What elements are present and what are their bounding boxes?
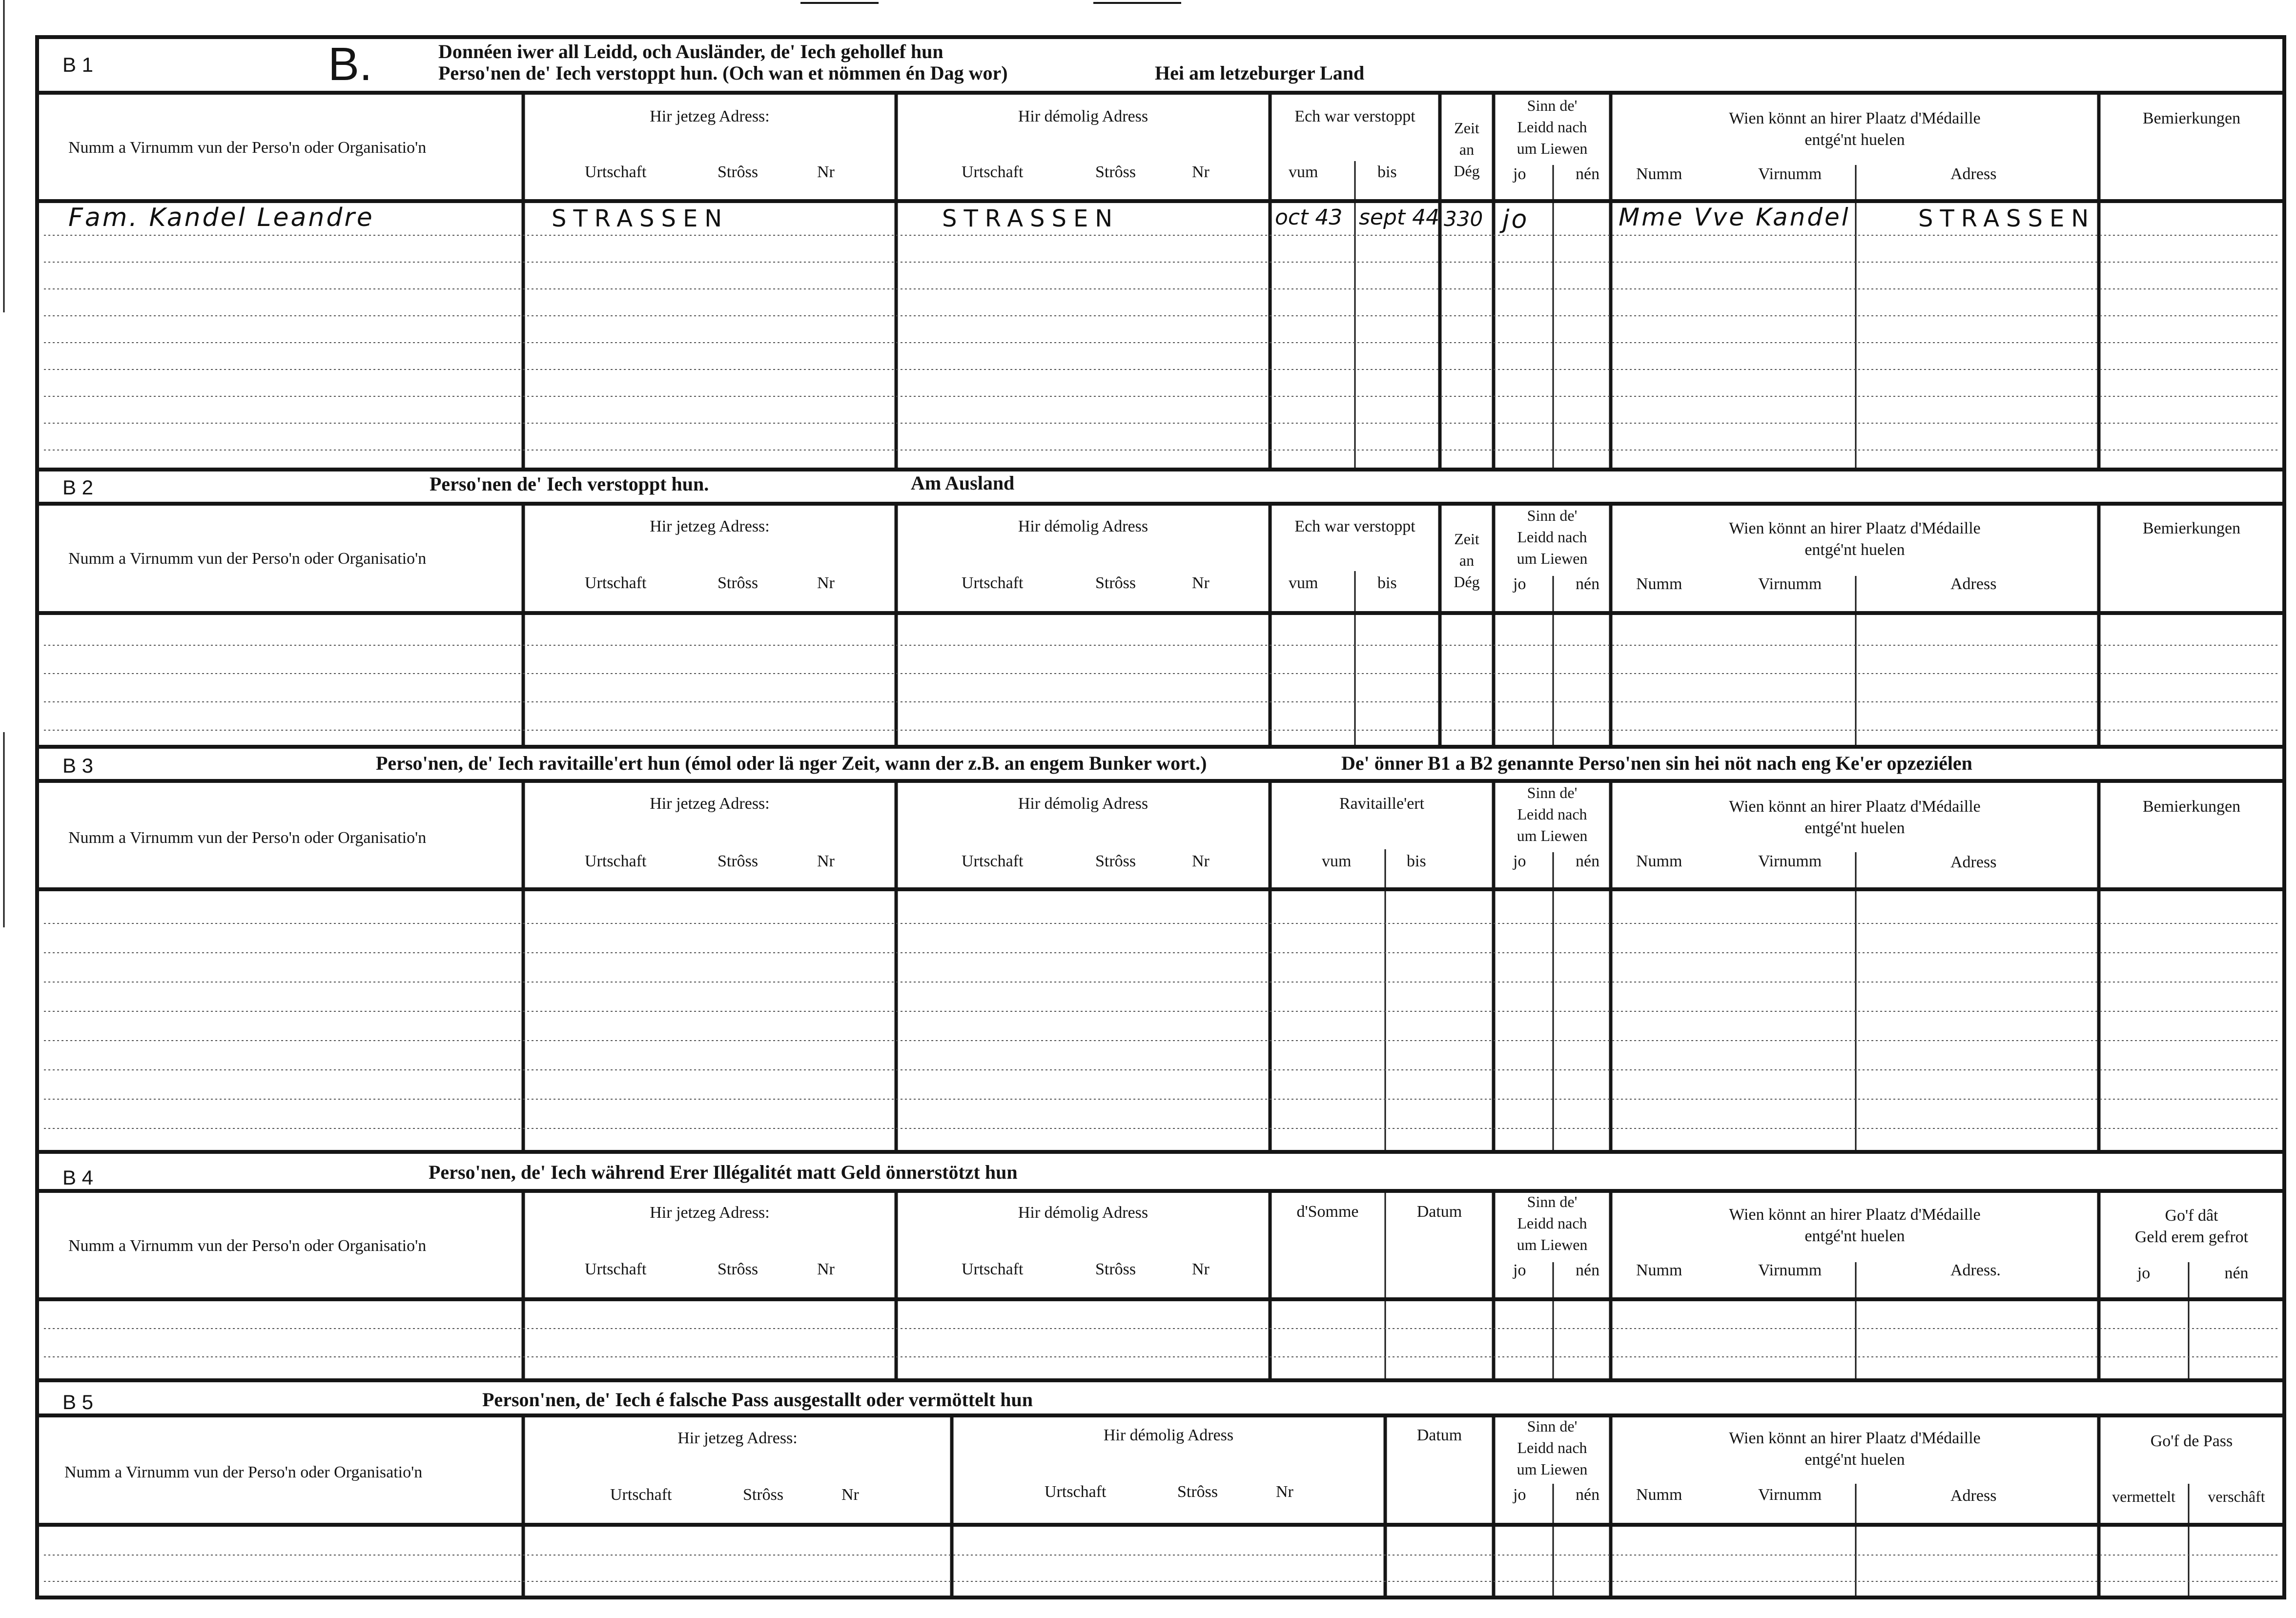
b1-header-medal1: Wien könnt an hirer Plaatz d'Médaille bbox=[1729, 109, 1981, 127]
b2-header-nr: Nr bbox=[817, 574, 835, 592]
b1-title-line1: Donnéen iwer all Leidd, och Ausländer, de' Iech gehollef hun bbox=[438, 41, 943, 62]
b1-header-zeit: Zeit bbox=[1454, 119, 1479, 137]
entry-hidden-from: oct 43 bbox=[1275, 205, 1343, 230]
b4-header-nr-prev: Nr bbox=[1192, 1260, 1210, 1278]
b2-header-nen: nén bbox=[1576, 575, 1600, 593]
b2-header-stross-prev: Strôss bbox=[1095, 574, 1136, 592]
b3-header-adress: Adress bbox=[1950, 853, 1997, 871]
b2-header-zeit-deg: Dég bbox=[1454, 573, 1480, 591]
entry-medal-address: STRASSEN bbox=[1918, 205, 2096, 232]
b5-title: Person'nen, de' Iech é falsche Pass ausgestallt oder vermöttelt hun bbox=[482, 1389, 1033, 1411]
b5-header-name: Numm a Virnumm vun der Perso'n oder Organisatio'n bbox=[64, 1463, 423, 1481]
b3-header-previous-address: Hir démolig Adress bbox=[1018, 795, 1148, 813]
b1-title-line2b: Hei am letzeburger Land bbox=[1155, 62, 1365, 84]
b2-header-sinn2: Leidd nach bbox=[1517, 528, 1587, 546]
b3-header-urtschaft: Urtschaft bbox=[585, 852, 647, 870]
b3-title: Perso'nen, de' Iech ravitaille'ert hun (émol oder lä nger Zeit, wann der z.B. an engem Bunker wort.) bbox=[376, 752, 1207, 774]
b2-header-zeit: Zeit bbox=[1454, 530, 1479, 548]
b5-header-vermettelt: vermettelt bbox=[2112, 1488, 2175, 1505]
b1-header-bis: bis bbox=[1377, 163, 1397, 181]
b5-header-pass: Go'f de Pass bbox=[2150, 1432, 2233, 1450]
b2-header-urtschaft-prev: Urtschaft bbox=[962, 574, 1024, 592]
b5-header-current-address: Hir jetzeg Adress: bbox=[677, 1429, 798, 1447]
b2-header-previous-address: Hir démolig Adress bbox=[1018, 517, 1148, 535]
b4-header-sinn1: Sinn de' bbox=[1527, 1193, 1578, 1210]
b3-header-nr: Nr bbox=[817, 852, 835, 870]
b1-header-nr-prev: Nr bbox=[1192, 163, 1210, 181]
b4-header-medal1: Wien könnt an hirer Plaatz d'Médaille bbox=[1729, 1206, 1981, 1224]
b4-header-gof-nen: nén bbox=[2224, 1264, 2249, 1282]
b3-header-bis: bis bbox=[1407, 852, 1426, 870]
b5-header-medal1: Wien könnt an hirer Plaatz d'Médaille bbox=[1729, 1429, 1981, 1447]
b1-header-stross: Strôss bbox=[718, 163, 758, 181]
b3-header-jo: jo bbox=[1513, 852, 1526, 870]
b4-header-stross: Strôss bbox=[718, 1260, 758, 1278]
b3-header-remarks: Bemierkungen bbox=[2142, 798, 2241, 816]
b4-header-urtschaft-prev: Urtschaft bbox=[962, 1260, 1024, 1278]
b3-header-sinn1: Sinn de' bbox=[1527, 784, 1578, 801]
b3-header-stross: Strôss bbox=[718, 852, 758, 870]
b2-header-bis: bis bbox=[1377, 574, 1397, 592]
b3-header-ravitailleert: Ravitaille'ert bbox=[1339, 795, 1425, 813]
b4-header-somme: d'Somme bbox=[1296, 1203, 1359, 1221]
b5-header-nr: Nr bbox=[841, 1486, 859, 1504]
b3-header-vum: vum bbox=[1322, 852, 1352, 870]
b4-header-sinn2: Leidd nach bbox=[1517, 1214, 1587, 1232]
b4-title: Perso'nen, de' Iech während Erer Illégalitét matt Geld önnerstötzt hun bbox=[429, 1161, 1018, 1183]
b3-header-medal2: entgé'nt huelen bbox=[1804, 819, 1905, 837]
section-code-b1: B 1 bbox=[62, 53, 94, 76]
b1-header-nr: Nr bbox=[817, 163, 835, 181]
entry-current-place: STRASSEN bbox=[552, 205, 729, 232]
b5-header-nr-prev: Nr bbox=[1276, 1483, 1293, 1501]
b5-header-stross: Strôss bbox=[743, 1486, 784, 1504]
b3-title2: De' önner B1 a B2 genannte Perso'nen sin hei nöt nach eng Ke'er opzeziélen bbox=[1341, 752, 1972, 774]
b4-header-previous-address: Hir démolig Adress bbox=[1018, 1204, 1148, 1222]
b3-header-current-address: Hir jetzeg Adress: bbox=[650, 795, 770, 813]
b1-header-jo: jo bbox=[1513, 165, 1526, 183]
b4-header-nr: Nr bbox=[817, 1260, 835, 1278]
b3-header-numm: Numm bbox=[1636, 852, 1682, 870]
section-code-b2: B 2 bbox=[62, 476, 94, 499]
b1-header-urtschaft: Urtschaft bbox=[585, 163, 647, 181]
b4-header-gof1: Go'f dât bbox=[2165, 1207, 2218, 1225]
entry-days: 330 bbox=[1444, 207, 1483, 231]
b2-title: Perso'nen de' Iech verstoppt hun. bbox=[430, 473, 709, 495]
b5-header-datum: Datum bbox=[1416, 1426, 1462, 1444]
b2-header-stross: Strôss bbox=[718, 574, 758, 592]
b2-header-name: Numm a Virnumm vun der Perso'n oder Organisatio'n bbox=[68, 550, 427, 568]
b2-header-sinn3: um Liewen bbox=[1517, 550, 1588, 567]
entry-name: Fam. Kandel Leandre bbox=[68, 203, 374, 232]
b2-header-medal1: Wien könnt an hirer Plaatz d'Médaille bbox=[1729, 519, 1981, 537]
b1-header-name: Numm a Virnumm vun der Perso'n oder Organisatio'n bbox=[68, 139, 427, 157]
b2-header-zeit-an: an bbox=[1459, 552, 1475, 569]
b4-header-datum: Datum bbox=[1416, 1203, 1462, 1221]
section-code-b5: B 5 bbox=[62, 1391, 94, 1413]
b4-header-urtschaft: Urtschaft bbox=[585, 1260, 647, 1278]
b2-header-virnumm: Virnumm bbox=[1758, 575, 1822, 593]
entry-hidden-to: sept 44 bbox=[1359, 205, 1440, 230]
b4-header-gof2: Geld erem gefrot bbox=[2134, 1228, 2249, 1246]
entry-alive: jo bbox=[1502, 205, 1529, 234]
section-code-b3: B 3 bbox=[62, 754, 94, 777]
section-code-b4: B 4 bbox=[62, 1166, 94, 1189]
b1-header-previous-address: Hir démolig Adress bbox=[1018, 107, 1148, 125]
b5-header-stross-prev: Strôss bbox=[1177, 1483, 1218, 1501]
b2-header-remarks: Bemierkungen bbox=[2142, 519, 2241, 537]
b1-header-hidden: Ech war verstoppt bbox=[1294, 107, 1415, 125]
b2-header-nr-prev: Nr bbox=[1192, 574, 1210, 592]
b1-header-sinn3: um Liewen bbox=[1517, 140, 1588, 157]
b1-header-virnumm: Virnumm bbox=[1758, 165, 1822, 183]
b4-header-virnumm: Virnumm bbox=[1758, 1261, 1822, 1279]
b1-header-nen: nén bbox=[1576, 165, 1600, 183]
b2-header-numm: Numm bbox=[1636, 575, 1682, 593]
b5-header-numm: Numm bbox=[1636, 1486, 1682, 1504]
b1-header-stross-prev: Strôss bbox=[1095, 163, 1136, 181]
b5-header-sinn2: Leidd nach bbox=[1517, 1439, 1587, 1456]
b5-header-jo: jo bbox=[1513, 1486, 1526, 1504]
b2-header-hidden: Ech war verstoppt bbox=[1294, 517, 1415, 535]
b2-header-jo: jo bbox=[1513, 575, 1526, 593]
b2-header-sinn1: Sinn de' bbox=[1527, 507, 1578, 524]
b1-header-urtschaft-prev: Urtschaft bbox=[962, 163, 1024, 181]
b5-header-adress: Adress bbox=[1950, 1487, 1997, 1505]
b1-header-adress: Adress bbox=[1950, 165, 1997, 183]
b1-header-medal2: entgé'nt huelen bbox=[1804, 131, 1905, 149]
b1-header-remarks: Bemierkungen bbox=[2142, 109, 2241, 127]
entry-medal-name: Mme Vve Kandel bbox=[1619, 203, 1850, 231]
b2-header-urtschaft: Urtschaft bbox=[585, 574, 647, 592]
b1-header-vum: vum bbox=[1289, 163, 1318, 181]
b5-header-urtschaft: Urtschaft bbox=[610, 1486, 672, 1504]
b1-title-line2: Perso'nen de' Iech verstoppt hun. (Och wan et nömmen én Dag wor) bbox=[438, 62, 1008, 84]
b1-header-numm: Numm bbox=[1636, 165, 1682, 183]
b3-header-stross-prev: Strôss bbox=[1095, 852, 1136, 870]
b4-header-medal2: entgé'nt huelen bbox=[1804, 1227, 1905, 1245]
b3-header-name: Numm a Virnumm vun der Perso'n oder Organisatio'n bbox=[68, 829, 427, 847]
b4-header-nen: nén bbox=[1576, 1261, 1600, 1279]
b3-header-virnumm: Virnumm bbox=[1758, 852, 1822, 870]
b5-header-sinn3: um Liewen bbox=[1517, 1460, 1588, 1478]
b4-header-sinn3: um Liewen bbox=[1517, 1236, 1588, 1253]
b4-header-name: Numm a Virnumm vun der Perso'n oder Organisatio'n bbox=[68, 1237, 427, 1255]
b5-header-urtschaft-prev: Urtschaft bbox=[1045, 1483, 1107, 1501]
b2-header-medal2: entgé'nt huelen bbox=[1804, 541, 1905, 559]
b3-header-medal1: Wien könnt an hirer Plaatz d'Médaille bbox=[1729, 798, 1981, 816]
b1-header-sinn2: Leidd nach bbox=[1517, 118, 1587, 136]
b4-header-adress: Adress. bbox=[1950, 1261, 2001, 1279]
b2-title2: Am Ausland bbox=[911, 472, 1015, 494]
b2-header-adress: Adress bbox=[1950, 575, 1997, 593]
b5-header-nen: nén bbox=[1576, 1486, 1600, 1504]
b2-header-current-address: Hir jetzeg Adress: bbox=[650, 517, 770, 535]
b4-header-current-address: Hir jetzeg Adress: bbox=[650, 1204, 770, 1222]
section-letter: B. bbox=[328, 38, 372, 90]
b1-header-current-address: Hir jetzeg Adress: bbox=[650, 107, 770, 125]
entry-previous-place: STRASSEN bbox=[942, 205, 1120, 232]
b3-header-nr-prev: Nr bbox=[1192, 852, 1210, 870]
b5-header-medal2: entgé'nt huelen bbox=[1804, 1451, 1905, 1469]
b5-header-virnumm: Virnumm bbox=[1758, 1486, 1822, 1504]
b4-header-jo: jo bbox=[1513, 1261, 1526, 1279]
b1-header-sinn1: Sinn de' bbox=[1527, 97, 1578, 114]
b4-header-stross-prev: Strôss bbox=[1095, 1260, 1136, 1278]
b1-header-zeit-deg: Dég bbox=[1454, 162, 1480, 180]
b5-header-previous-address: Hir démolig Adress bbox=[1103, 1426, 1234, 1444]
b5-header-verschaft: verschâft bbox=[2208, 1488, 2265, 1505]
b3-header-nen: nén bbox=[1576, 852, 1600, 870]
b3-header-urtschaft-prev: Urtschaft bbox=[962, 852, 1024, 870]
b4-header-numm: Numm bbox=[1636, 1261, 1682, 1279]
b4-header-gof-jo: jo bbox=[2137, 1264, 2151, 1282]
b1-header-zeit-an: an bbox=[1459, 141, 1475, 158]
b2-header-vum: vum bbox=[1289, 574, 1318, 592]
b3-header-sinn3: um Liewen bbox=[1517, 827, 1588, 844]
b3-header-sinn2: Leidd nach bbox=[1517, 805, 1587, 823]
b5-header-sinn1: Sinn de' bbox=[1527, 1417, 1578, 1435]
